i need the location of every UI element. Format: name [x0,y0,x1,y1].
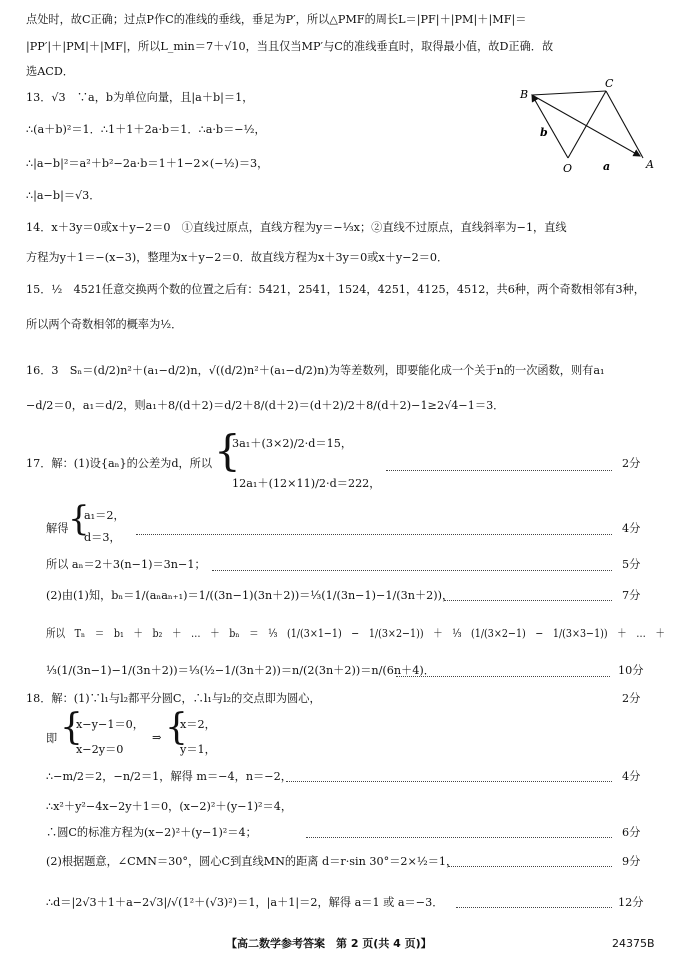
dot-leader [386,470,612,471]
implies-arrow: ⇒ [152,731,162,744]
dot-leader [456,907,612,908]
system-equation: 12a₁＋(12×11)/2·d＝222， [232,477,381,490]
dot-leader [212,570,612,571]
score: 5分 [622,558,641,571]
label-a-vector: a [603,160,611,173]
dot-leader [306,837,612,838]
system-equation: x−2y＝0 [76,743,124,756]
vector-diagram [510,78,660,178]
score: 9分 [622,855,641,868]
system-equation: 3a₁＋(3×2)/2·d＝15， [232,437,353,450]
solution: a₁＝2， [84,509,125,522]
system-equation: x−y−1＝0， [76,718,144,731]
segment-bc [532,91,606,95]
q17-line: ⅓(1/(3n−1)−1/(3n＋2))＝⅓(½−1/(3n＋2))＝n/(2(3n＋2))＝n/(6n＋4)． [46,664,435,677]
q14-line: 14．x＋3y＝0或x＋y−2＝0 ①直线过原点，直线方程为y＝−⅓x；②直线不过原点，直线斜率为−1，直线 [26,221,567,234]
q13-line: 13．√3 ∵a，b为单位向量，且|a＋b|＝1， [26,91,254,104]
q17-line: 所以 aₙ＝2＋3(n−1)＝3n−1； [46,558,206,571]
system-brace: { [60,707,83,748]
document-code: 24375B [612,937,655,950]
q15-line: 15．½ 4521任意交换两个数的位置之后有：5421，2541，1524，4251，4125，4512，共6种，两个奇数相邻有3种， [26,283,645,296]
page-footer-title: 【高二数学参考答案 第 2 页(共 4 页)】 [226,937,432,950]
score: 10分 [618,664,644,677]
score: 4分 [622,770,641,783]
vector-b-arrow [532,95,568,158]
text-line: |PP′|＋|PM|＋|MF|，所以L_min＝7＋√10，当且仅当MP′与C的准线垂直时，取得最小值，故D正确．故 [26,40,554,53]
solution: d＝3， [84,531,121,544]
label-b-vector: b [540,126,548,139]
system-brace: { [214,426,241,475]
text-line: 点处时，故C正确；过点P作C的准线的垂线，垂足为P′，所以△PMF的周长L＝|PF|＋|PM|＋|MF|＝ [26,13,527,26]
dot-leader [136,534,612,535]
q13-line: ∴|a−b|²＝a²＋b²−2a·b＝1＋1−2×(−½)＝3， [26,157,269,170]
q13-line: ∴|a−b|＝√3． [26,189,101,202]
vector-ba-arrow [532,95,640,156]
label-b-point: B [520,88,529,101]
score: 6分 [622,826,641,839]
segment-oc [568,91,606,158]
q17-line: (2)由(1)知，bₙ＝1/(aₙaₙ₊₁)＝1/((3n−1)(3n＋2))＝⅓(1/(3n−1)−1/(3n＋2))， [46,589,454,602]
text-line: 选ACD． [26,65,74,78]
label-o-point: O [563,162,573,175]
label-a-point: A [646,158,654,171]
score: 2分 [622,692,641,705]
dot-leader [444,600,612,601]
q17-line: 所以 Tₙ ＝ b₁ ＋ b₂ ＋ … ＋ bₙ ＝ ⅓ (1/(3×1−1) − 1/(3×2−1)) ＋ ⅓ (1/(3×2−1) − 1/(3×3−1)) ＋ … ＋ [46,627,665,640]
q18-line: ∴d＝|2√3＋1＋a−2√3|/√(1²＋(√3)²)＝1，|a＋1|＝2，解得 a＝1 或 a＝−3． [46,896,444,909]
q18-line: (2)根据题意，∠CMN＝30°，圆心C到直线MN的距离 d＝r·sin 30°＝2×½＝1， [46,855,458,868]
system-brace: { [165,707,188,748]
solution: y＝1， [180,743,216,756]
system-brace: { [68,499,90,539]
q16-line: 16．3 Sₙ＝(d/2)n²＋(a₁−d/2)n，√((d/2)n²＋(a₁−d/2)n)为等差数列，即要能化成一个关于n的一次函数，则有a₁ [26,364,605,377]
label-c-point: C [605,78,614,90]
q16-line: −d/2＝0，a₁＝d/2，则a₁＋8/(d＋2)＝d/2＋8/(d＋2)＝(d＋2)/2＋8/(d＋2)−1≥2√4−1＝3． [26,399,505,412]
score: 4分 [622,522,641,535]
score: 12分 [618,896,644,909]
dot-leader [396,676,610,677]
q17-line: 解得 [46,522,69,535]
q18-line: ∴−m/2＝2，−n/2＝1，解得 m＝−4，n＝−2， [46,770,292,783]
score: 2分 [622,457,641,470]
dot-leader [448,866,612,867]
dot-leader [286,781,612,782]
q14-line: 方程为y＋1＝−(x−3)，整理为x＋y−2＝0．故直线方程为x＋3y＝0或x＋y−2＝0． [26,251,449,264]
q13-line: ∴(a＋b)²＝1．∴1＋1＋2a·b＝1．∴a·b＝−½， [26,123,266,136]
q18-line: ∴x²＋y²−4x−2y＋1＝0，(x−2)²＋(y−1)²＝4， [46,800,293,813]
q17-line: 17．解：(1)设{aₙ}的公差为d，所以 [26,457,213,470]
q18-line: 18．解：(1)∵l₁与l₂都平分圆C，∴l₁与l₂的交点即为圆心， [26,692,321,705]
solution: x＝2， [180,718,216,731]
score: 7分 [622,589,641,602]
q18-line: ∴圆C的标准方程为(x−2)²＋(y−1)²＝4； [46,826,257,839]
q15-line: 所以两个奇数相邻的概率为½． [26,318,183,331]
q18-line: 即 [46,732,58,745]
segment-ca [606,91,643,158]
